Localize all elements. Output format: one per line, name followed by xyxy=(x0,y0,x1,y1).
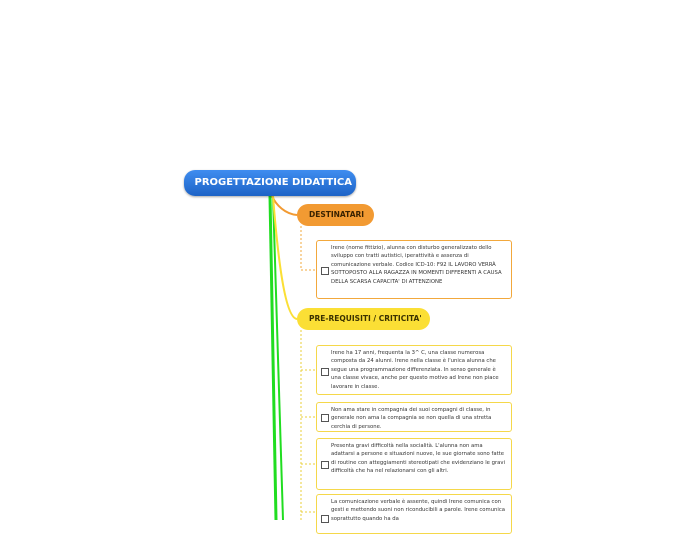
note-comunicazione[interactable] xyxy=(316,494,512,534)
note-text: Irene (nome fittizio), alunna con disturbo generalizzato dello sviluppo con tratti autistici, iperattività e assenza di comunicazione verbale. Codice ICD-10: F92 IL LAVORO VERRÀ SOTTOPOSTO ALLA RAGAZZA IN MOMENTI DIFFERENTI A CAUSA DELLA SCARSA CAPACITA' DI ATTENZIONE xyxy=(331,245,502,285)
root-topic[interactable]: PROGETTAZIONE DIDATTICA xyxy=(184,170,356,196)
note-text: Irene ha 17 anni, frequenta la 3^ C, una classe numerosa composta da 24 alunni. Irene nella classe è l'unica alunna che segue una programmazione differenziata. In senso generale è una classe vivace, anche per questo motivo ad Irene non piace lavorare in classe. xyxy=(331,350,499,390)
note-text: Presenta gravi difficoltà nella socialità. L'alunna non ama adattarsi a persone e situazioni nuove, le sue giornate sono fatte di routine con atteggiamenti stereotipati che evidenziano le gravi difficoltà che ha nel relazionarsi con gli altri. xyxy=(331,443,506,475)
note-socialita[interactable] xyxy=(316,438,512,490)
checkbox-icon[interactable] xyxy=(321,461,329,469)
note-classe[interactable] xyxy=(316,345,512,395)
checkbox-icon[interactable] xyxy=(321,414,329,422)
note-destinatari[interactable] xyxy=(316,240,512,299)
note-text: Non ama stare in compagnia dei suoi compagni di classe, in generale non ama la compagnia se non quella di una stretta cerchia di persone. xyxy=(331,407,492,430)
checkbox-icon[interactable] xyxy=(321,267,329,275)
branch-prerequisiti[interactable]: PRE-REQUISITI / CRITICITA' xyxy=(297,308,430,330)
note-compagnia[interactable] xyxy=(316,402,512,432)
note-text: La comunicazione verbale è assente, quindi Irene comunica con gesti e mettendo suoni non riconducibili a parole. Irene comunica soprattutto quando ha da xyxy=(331,499,506,522)
branch-destinatari[interactable]: DESTINATARI xyxy=(297,204,374,226)
checkbox-icon[interactable] xyxy=(321,368,329,376)
checkbox-icon[interactable] xyxy=(321,515,329,523)
